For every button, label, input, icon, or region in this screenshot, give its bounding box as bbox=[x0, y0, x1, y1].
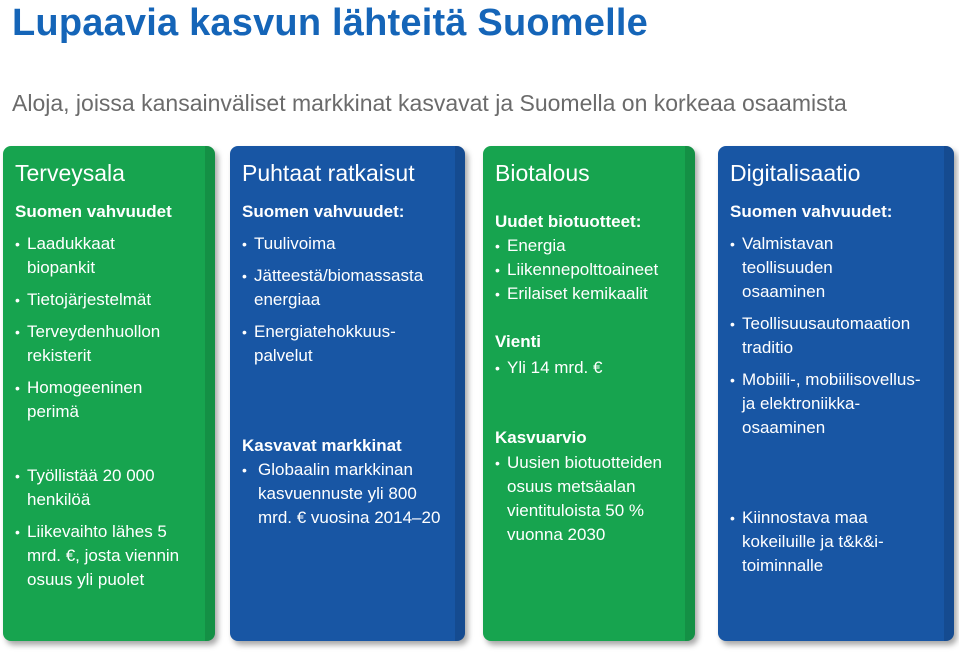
bullet-icon: • bbox=[15, 468, 20, 484]
bullet-icon: • bbox=[15, 324, 20, 340]
list-item: • Valmistavan teollisuuden osaaminen bbox=[730, 234, 834, 301]
list-item: • Liikennepolttoaineet bbox=[495, 258, 685, 282]
section-heading: Suomen vahvuudet bbox=[15, 202, 172, 221]
card-puhtaat-ratkaisut bbox=[230, 146, 465, 641]
section-heading: Vienti bbox=[495, 332, 541, 351]
bullet-icon: • bbox=[495, 262, 500, 278]
bullet-icon: • bbox=[242, 236, 247, 252]
section-heading: Suomen vahvuudet: bbox=[730, 202, 893, 221]
page-subtitle: Aloja, joissa kansainväliset markkinat kasvavat ja Suomella on korkeaa osaamista bbox=[12, 90, 847, 116]
list-item: • Jätteestä/biomassasta energiaa bbox=[242, 266, 424, 309]
card-title: Terveysala bbox=[15, 160, 125, 186]
list-item: • Tuulivoima bbox=[242, 232, 432, 256]
bullet-icon: • bbox=[15, 292, 20, 308]
list-item: • Yli 14 mrd. € bbox=[495, 356, 685, 380]
card-title: Biotalous bbox=[495, 160, 590, 186]
bullet-icon: • bbox=[730, 510, 735, 526]
section-heading: Uudet biotuotteet: bbox=[495, 212, 642, 231]
bullet-icon: • bbox=[495, 455, 500, 471]
list-item: • Kiinnostava maa kokeiluille ja t&k&i-toiminnalle bbox=[730, 508, 884, 575]
bullet-icon: • bbox=[495, 238, 500, 254]
card-fold bbox=[205, 146, 215, 641]
list-item: • Terveydenhuollon rekisterit bbox=[15, 322, 161, 365]
card-fold bbox=[685, 146, 695, 641]
list-item: • Laadukkaat biopankit bbox=[15, 234, 115, 277]
bullet-icon: • bbox=[730, 372, 735, 388]
page-title: Lupaavia kasvun lähteitä Suomelle bbox=[12, 2, 648, 44]
list-item: • Energiatehokkuus-palvelut bbox=[242, 322, 396, 365]
section-heading: Suomen vahvuudet: bbox=[242, 202, 405, 221]
bullet-icon: • bbox=[15, 380, 20, 396]
bullet-icon: • bbox=[730, 236, 735, 252]
card-terveysala bbox=[3, 146, 215, 641]
bullet-icon: • bbox=[15, 236, 20, 252]
section-heading: Kasvuarvio bbox=[495, 428, 587, 447]
list-item: • Mobiili-, mobiilisovellus- ja elektroniikka-osaaminen bbox=[730, 370, 921, 437]
list-item: • Homogeeninen perimä bbox=[15, 378, 143, 421]
card-fold bbox=[455, 146, 465, 641]
list-item: • Energia bbox=[495, 234, 685, 258]
list-item: • Tietojärjestelmät bbox=[15, 288, 205, 312]
card-title: Digitalisaatio bbox=[730, 160, 861, 186]
card-digitalisaatio bbox=[718, 146, 954, 641]
bullet-icon: • bbox=[242, 324, 247, 340]
bullet-icon: • bbox=[730, 316, 735, 332]
section-heading: Kasvavat markkinat bbox=[242, 436, 402, 455]
list-item: • Teollisuusautomaation traditio bbox=[730, 314, 911, 357]
card-fold bbox=[944, 146, 954, 641]
list-item: • Uusien biotuotteiden osuus metsäalan vientituloista 50 % vuonna 2030 bbox=[495, 453, 663, 544]
bullet-icon: • bbox=[242, 268, 247, 284]
list-item: • Globaalin markkinan kasvuennuste yli 800 mrd. € vuosina 2014–20 bbox=[242, 460, 441, 527]
list-item: • Työllistää 20 000 henkilöä bbox=[15, 466, 155, 509]
bullet-icon: • bbox=[242, 462, 247, 478]
list-item: • Liikevaihto lähes 5 mrd. €, josta viennin osuus yli puolet bbox=[15, 522, 180, 589]
bullet-icon: • bbox=[15, 524, 20, 540]
bullet-icon: • bbox=[495, 360, 500, 376]
list-item: • Erilaiset kemikaalit bbox=[495, 282, 685, 306]
bullet-icon: • bbox=[495, 286, 500, 302]
card-title: Puhtaat ratkaisut bbox=[242, 160, 415, 186]
card-biotalous bbox=[483, 146, 695, 641]
